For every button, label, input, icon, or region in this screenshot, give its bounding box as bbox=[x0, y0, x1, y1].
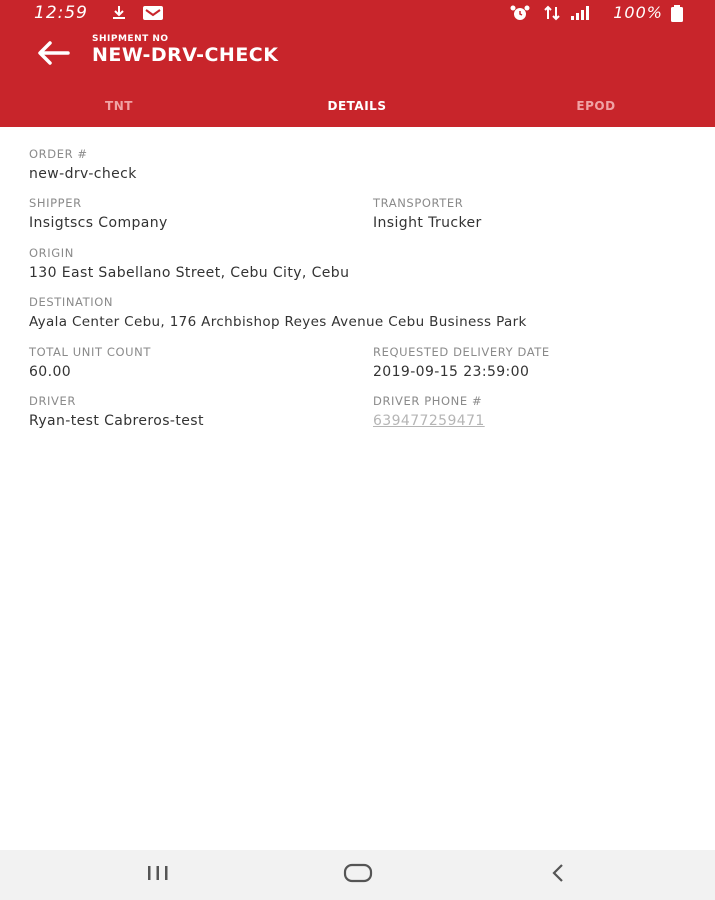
driver-field bbox=[29, 394, 204, 430]
alarm-icon bbox=[510, 5, 530, 25]
field-label: ORIGIN bbox=[29, 246, 74, 260]
delivery-date-field bbox=[373, 345, 550, 381]
field-label: TOTAL UNIT COUNT bbox=[29, 345, 151, 359]
system-back-button[interactable] bbox=[538, 860, 578, 890]
signal-icon bbox=[570, 5, 590, 25]
back-button[interactable] bbox=[33, 40, 73, 70]
tab-epod[interactable]: EPOD bbox=[576, 99, 616, 113]
field-label: TRANSPORTER bbox=[373, 196, 464, 210]
message-icon bbox=[142, 5, 164, 25]
recent-apps-button[interactable] bbox=[138, 860, 178, 890]
page-title: NEW-DRV-CHECK bbox=[92, 44, 279, 66]
recent-apps-icon bbox=[145, 864, 171, 886]
field-value: Ryan-test Cabreros-test bbox=[29, 413, 204, 429]
battery-icon bbox=[670, 5, 684, 27]
status-bar bbox=[0, 0, 715, 28]
arrow-left-icon bbox=[36, 40, 70, 70]
field-value: new-drv-check bbox=[29, 166, 137, 182]
origin-field bbox=[29, 246, 349, 282]
system-nav-bar bbox=[0, 850, 715, 900]
download-icon bbox=[111, 5, 127, 25]
field-label: DESTINATION bbox=[29, 295, 114, 309]
field-label: ORDER # bbox=[29, 147, 88, 161]
field-label: SHIPPER bbox=[29, 196, 82, 210]
app-header bbox=[0, 0, 715, 127]
transporter-field bbox=[373, 196, 482, 232]
order-field bbox=[29, 147, 137, 183]
field-value: Ayala Center Cebu, 176 Archbishop Reyes Avenue Cebu Business Park bbox=[29, 314, 527, 330]
field-value: Insight Trucker bbox=[373, 215, 482, 231]
field-label: DRIVER bbox=[29, 394, 76, 408]
field-label: DRIVER PHONE # bbox=[373, 394, 483, 408]
shipper-field bbox=[29, 196, 168, 232]
status-time: 12:59 bbox=[34, 3, 88, 23]
tab-tnt[interactable]: TNT bbox=[105, 99, 133, 113]
field-value: 2019-09-15 23:59:00 bbox=[373, 364, 530, 380]
driver-phone-link[interactable]: 639477259471 bbox=[373, 413, 485, 429]
field-value: 130 East Sabellano Street, Cebu City, Cebu bbox=[29, 265, 350, 281]
driver-phone-field bbox=[373, 394, 485, 430]
toolbar-overline: SHIPMENT NO bbox=[92, 34, 169, 44]
destination-field bbox=[29, 295, 527, 331]
home-button[interactable] bbox=[338, 860, 378, 890]
battery-percent: 100% bbox=[613, 3, 663, 22]
unit-count-field bbox=[29, 345, 151, 381]
data-arrows-icon bbox=[543, 5, 561, 25]
back-chevron-icon bbox=[549, 863, 567, 887]
tab-details[interactable]: DETAILS bbox=[327, 99, 387, 113]
home-icon bbox=[343, 863, 373, 887]
field-value: Insigtscs Company bbox=[29, 215, 168, 231]
field-value: 60.00 bbox=[29, 364, 72, 380]
field-label: REQUESTED DELIVERY DATE bbox=[373, 345, 550, 359]
tab-bar bbox=[0, 92, 715, 127]
